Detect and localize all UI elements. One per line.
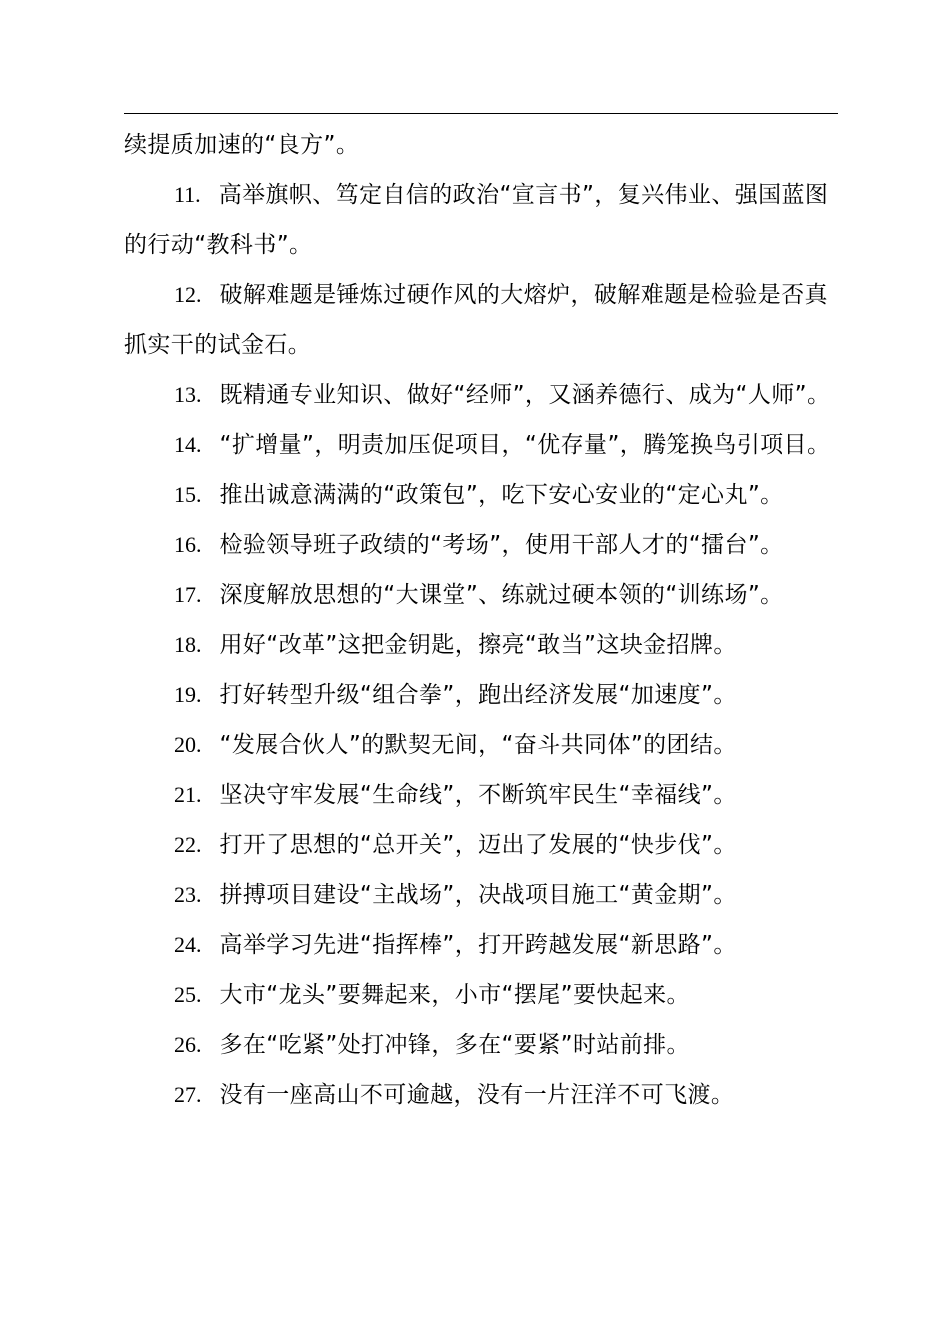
item-text: 高举学习先进“指挥棒”，打开跨越发展“新思路”。 bbox=[219, 932, 737, 958]
item-text: 大市“龙头”要舞起来，小市“摆尾”要快起来。 bbox=[219, 982, 690, 1008]
list-item bbox=[124, 1020, 838, 1070]
item-number: 13. bbox=[174, 382, 202, 407]
list-item bbox=[124, 670, 838, 720]
item-number: 23. bbox=[174, 882, 202, 907]
list-item bbox=[124, 970, 838, 1020]
item-text: “发展合伙人”的默契无间，“奋斗共同体”的团结。 bbox=[219, 732, 737, 758]
list-item bbox=[124, 820, 838, 870]
list-item bbox=[124, 570, 838, 620]
item-number: 19. bbox=[174, 682, 202, 707]
header-rule bbox=[124, 113, 838, 114]
item-number: 12. bbox=[174, 282, 202, 307]
item-text: “扩增量”，明责加压促项目，“优存量”，腾笼换鸟引项目。 bbox=[219, 432, 831, 458]
list-item bbox=[124, 920, 838, 970]
item-number: 22. bbox=[174, 832, 202, 857]
list-item bbox=[124, 1070, 838, 1120]
list-item bbox=[124, 270, 838, 370]
list-item bbox=[124, 870, 838, 920]
item-text: 推出诚意满满的“政策包”，吃下安心安业的“定心丸”。 bbox=[219, 482, 784, 508]
item-text: 既精通专业知识、做好“经师”，又涵养德行、成为“人师”。 bbox=[219, 382, 831, 408]
item-text: 检验领导班子政绩的“考场”，使用干部人才的“擂台”。 bbox=[219, 532, 784, 558]
list-item bbox=[124, 770, 838, 820]
list-item bbox=[124, 470, 838, 520]
item-number: 15. bbox=[174, 482, 202, 507]
item-text: 深度解放思想的“大课堂”、练就过硬本领的“训练场”。 bbox=[219, 582, 784, 608]
item-number: 18. bbox=[174, 632, 202, 657]
item-number: 26. bbox=[174, 1032, 202, 1057]
item-number: 27. bbox=[174, 1082, 202, 1107]
list-item bbox=[124, 370, 838, 420]
list-item bbox=[124, 720, 838, 770]
item-number: 17. bbox=[174, 582, 202, 607]
item-text: 破解难题是锤炼过硬作风的大熔炉，破解难题是检验是否真抓实干的试金石。 bbox=[124, 282, 828, 358]
list-item bbox=[124, 420, 838, 470]
item-number: 20. bbox=[174, 732, 202, 757]
item-text: 高举旗帜、笃定自信的政治“宣言书”，复兴伟业、强国蓝图的行动“教科书”。 bbox=[124, 182, 829, 258]
item-number: 25. bbox=[174, 982, 202, 1007]
continuation-paragraph: 续提质加速的“良方”。 bbox=[124, 132, 360, 158]
item-text: 坚决守牢发展“生命线”，不断筑牢民生“幸福线”。 bbox=[219, 782, 737, 808]
item-number: 24. bbox=[174, 932, 202, 957]
item-number: 11. bbox=[174, 182, 201, 207]
list-item bbox=[124, 620, 838, 670]
item-number: 21. bbox=[174, 782, 202, 807]
item-text: 打好转型升级“组合拳”，跑出经济发展“加速度”。 bbox=[219, 682, 737, 708]
item-text: 打开了思想的“总开关”，迈出了发展的“快步伐”。 bbox=[219, 832, 737, 858]
item-number: 14. bbox=[174, 432, 202, 457]
list-item bbox=[124, 170, 838, 270]
list-item bbox=[124, 520, 838, 570]
item-text: 多在“吃紧”处打冲锋，多在“要紧”时站前排。 bbox=[219, 1032, 690, 1058]
item-text: 用好“改革”这把金钥匙，擦亮“敢当”这块金招牌。 bbox=[219, 632, 737, 658]
document-body bbox=[124, 120, 838, 1120]
item-text: 拼搏项目建设“主战场”，决战项目施工“黄金期”。 bbox=[219, 882, 737, 908]
item-text: 没有一座高山不可逾越，没有一片汪洋不可飞渡。 bbox=[219, 1082, 735, 1108]
item-number: 16. bbox=[174, 532, 202, 557]
